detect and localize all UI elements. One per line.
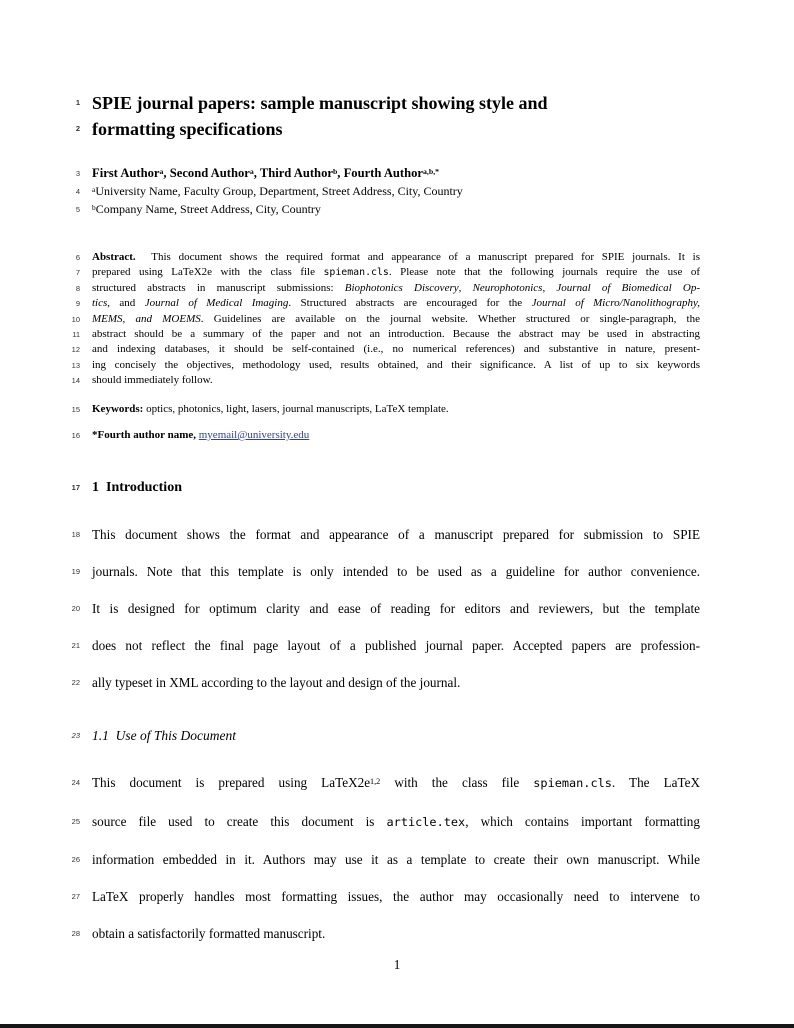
text-segment: a [92, 184, 96, 194]
text-segment: LaTeX properly handles most formatting issues, the author may occasionally need to intervene to [92, 889, 700, 905]
doc-line [71, 553, 700, 590]
text-segment: First Author [92, 166, 160, 180]
doc-line [75, 296, 700, 311]
doc-line [75, 250, 700, 265]
line-text [92, 296, 700, 311]
doc-line [71, 915, 700, 952]
line-text [92, 878, 700, 915]
doc-line [71, 803, 700, 841]
line-number: 22 [71, 678, 80, 688]
text-segment: , Second Author [163, 166, 250, 180]
doc-line [75, 201, 700, 219]
text-segment: . The LaTeX [611, 775, 700, 791]
line-number: 16 [71, 431, 80, 441]
line-text [92, 516, 700, 553]
line-text [92, 590, 700, 627]
doc-line [75, 116, 700, 142]
line-text [92, 402, 700, 417]
doc-line [71, 764, 700, 803]
text-segment: This document shows the format and appearance of a manuscript prepared for submission to SPIE [92, 527, 700, 543]
text-segment: , which contains important formatting [465, 814, 700, 830]
text-segment: journals. Note that this template is only intended to be used as a guideline for author convenience. [92, 564, 700, 580]
text-segment: SPIE journal papers: sample manuscript showing style and [92, 93, 548, 113]
document-body [71, 90, 700, 952]
line-text [92, 478, 700, 497]
line-number: 7 [75, 268, 80, 278]
doc-line [71, 878, 700, 915]
line-number: 9 [75, 299, 80, 309]
doc-line [75, 90, 700, 116]
text-segment: ing concisely the objectives, methodology used, results obtained, and their significance. A list of up to six keywords [92, 358, 700, 371]
text-segment: This document shows the required format and appearance of a manuscript prepared for SPIE journals. It is [135, 251, 700, 263]
doc-line [71, 590, 700, 627]
line-number: 1 [75, 98, 80, 107]
doc-line [75, 183, 700, 201]
line-text [92, 116, 700, 142]
text-segment: prepared using LaTeX2e with the class file [92, 266, 324, 279]
doc-line [71, 841, 700, 878]
line-text [92, 915, 700, 952]
line-number: 26 [71, 855, 80, 865]
text-segment: . Guidelines are available on the journal website. Whether structured or single-paragraph, the [200, 312, 700, 325]
line-number: 23 [71, 731, 80, 741]
doc-line [71, 726, 700, 745]
line-text [92, 764, 700, 803]
page-bottom-edge [0, 1024, 794, 1028]
line-text [92, 183, 700, 201]
doc-line [75, 281, 700, 296]
doc-line [71, 516, 700, 553]
line-text [92, 90, 700, 116]
doc-line [75, 265, 700, 280]
text-segment: ally typeset in XML according to the layout and design of the journal. [92, 675, 461, 691]
text-segment: 1.1 Use of This Document [92, 728, 236, 744]
author-list [75, 165, 700, 183]
text-segment: , and [107, 297, 145, 310]
text-segment: should immediately follow. [92, 374, 213, 387]
keywords [71, 402, 700, 417]
text-segment: b [92, 202, 96, 212]
text-segment: abstract should be a summary of the paper and not an introduction. Because the abstract may be used in abstracting [92, 328, 700, 341]
intro-paragraph [71, 516, 700, 701]
line-text [92, 342, 700, 357]
line-text [92, 312, 700, 327]
text-segment: article.tex [386, 815, 466, 830]
subsection-1-1-heading [71, 726, 700, 745]
use-of-document-paragraph [71, 764, 700, 952]
line-text [92, 201, 700, 219]
paper-title [75, 90, 700, 142]
line-number: 4 [75, 187, 80, 196]
line-text [92, 664, 700, 701]
text-segment: It is designed for optimum clarity and ease of reading for editors and reviewers, but the template [92, 601, 700, 617]
text-segment: . Please note that the following journals require the use of [388, 266, 700, 279]
text-segment: a,b,* [423, 166, 440, 176]
text-segment: , Fourth Author [337, 166, 424, 180]
text-segment: information embedded in it. Authors may use it as a template to create their own manuscript. While [92, 852, 700, 868]
doc-line [71, 402, 700, 417]
line-text [92, 553, 700, 590]
text-segment: University Name, Faculty Group, Department, Street Address, City, Country [95, 184, 463, 198]
line-number: 17 [71, 483, 80, 493]
line-number: 21 [71, 641, 80, 651]
line-number: 15 [71, 404, 80, 414]
affiliations [75, 183, 700, 219]
text-segment: Neurophotonics [472, 281, 543, 294]
doc-line [71, 478, 700, 497]
line-number: 11 [72, 330, 80, 340]
doc-line [71, 428, 700, 443]
doc-line [71, 373, 700, 388]
text-segment: , Third Author [253, 166, 333, 180]
section-1-heading [71, 478, 700, 497]
line-text [92, 428, 700, 443]
line-number: 28 [71, 929, 80, 939]
text-segment: Keywords: [92, 402, 144, 415]
line-number: 14 [71, 376, 80, 386]
line-text [92, 250, 700, 265]
text-segment: optics, photonics, light, lasers, journal manuscripts, LaTeX template. [143, 402, 449, 415]
text-segment: Company Name, Street Address, City, Country [95, 202, 321, 216]
doc-line [71, 664, 700, 701]
text-segment: . Structured abstracts are encouraged for the [288, 297, 532, 310]
doc-line [71, 342, 700, 357]
line-number: 2 [75, 124, 80, 133]
doc-line [71, 627, 700, 664]
line-number: 24 [71, 778, 80, 788]
line-text [92, 281, 700, 296]
text-segment: spieman.cls [323, 267, 389, 279]
doc-line [72, 327, 700, 342]
line-number: 25 [71, 817, 80, 827]
line-number: 5 [75, 205, 80, 214]
line-number: 8 [75, 283, 80, 293]
line-number: 20 [71, 604, 80, 614]
line-text [92, 165, 700, 183]
text-segment: , [458, 281, 473, 294]
line-text [92, 803, 700, 841]
text-segment: *Fourth author name, [92, 429, 199, 442]
text-segment: formatting specifications [92, 119, 283, 139]
line-number: 13 [71, 360, 80, 370]
email-link[interactable]: myemail@university.edu [198, 429, 310, 442]
line-text [92, 627, 700, 664]
text-segment: obtain a satisfactorily formatted manuscript. [92, 926, 326, 942]
line-number: 18 [71, 530, 80, 540]
line-number: 19 [71, 567, 80, 577]
text-segment: 1,2 [370, 776, 381, 786]
line-number: 6 [75, 253, 80, 262]
text-segment: tics [92, 297, 108, 310]
text-segment: a [159, 166, 164, 176]
line-text [92, 373, 700, 388]
text-segment: b [332, 166, 338, 176]
doc-line [75, 165, 700, 183]
doc-line [71, 358, 700, 373]
line-number: 27 [71, 892, 80, 902]
text-segment: a [249, 166, 254, 176]
text-segment: with the class file [380, 775, 534, 791]
line-text [92, 358, 700, 373]
text-segment: structured abstracts in manuscript submissions: [92, 281, 345, 294]
text-segment: and indexing databases, it should be self-contained (i.e., no numerical references) and substantive in nature, present- [92, 343, 700, 356]
text-segment: Journal of Micro/Nanolithography, [531, 297, 700, 310]
text-segment: Abstract. [92, 251, 136, 263]
line-text [92, 726, 700, 745]
text-segment: spieman.cls [533, 776, 612, 791]
line-number: 3 [75, 169, 80, 178]
text-segment: Biophotonics Discovery [344, 281, 459, 294]
text-segment: 1 Introduction [92, 480, 182, 496]
author-note [71, 428, 700, 443]
page-number: 1 [393, 957, 401, 972]
line-number: 12 [71, 345, 80, 355]
text-segment: MEMS, and MOEMS [92, 312, 201, 325]
line-text [92, 265, 700, 280]
line-number: 10 [71, 314, 80, 324]
text-segment: Journal of Medical Imaging [144, 297, 289, 310]
text-segment: does not reflect the final page layout of a published journal paper. Accepted papers are profession- [92, 638, 700, 654]
text-segment: This document is prepared using LaTeX2e [92, 775, 371, 791]
doc-line [71, 312, 700, 327]
text-segment: source file used to create this document is [92, 814, 387, 830]
text-segment: , [542, 281, 557, 294]
text-segment: Journal of Biomedical Op- [556, 281, 700, 294]
abstract [71, 250, 700, 389]
line-text [92, 327, 700, 342]
line-text [92, 841, 700, 878]
